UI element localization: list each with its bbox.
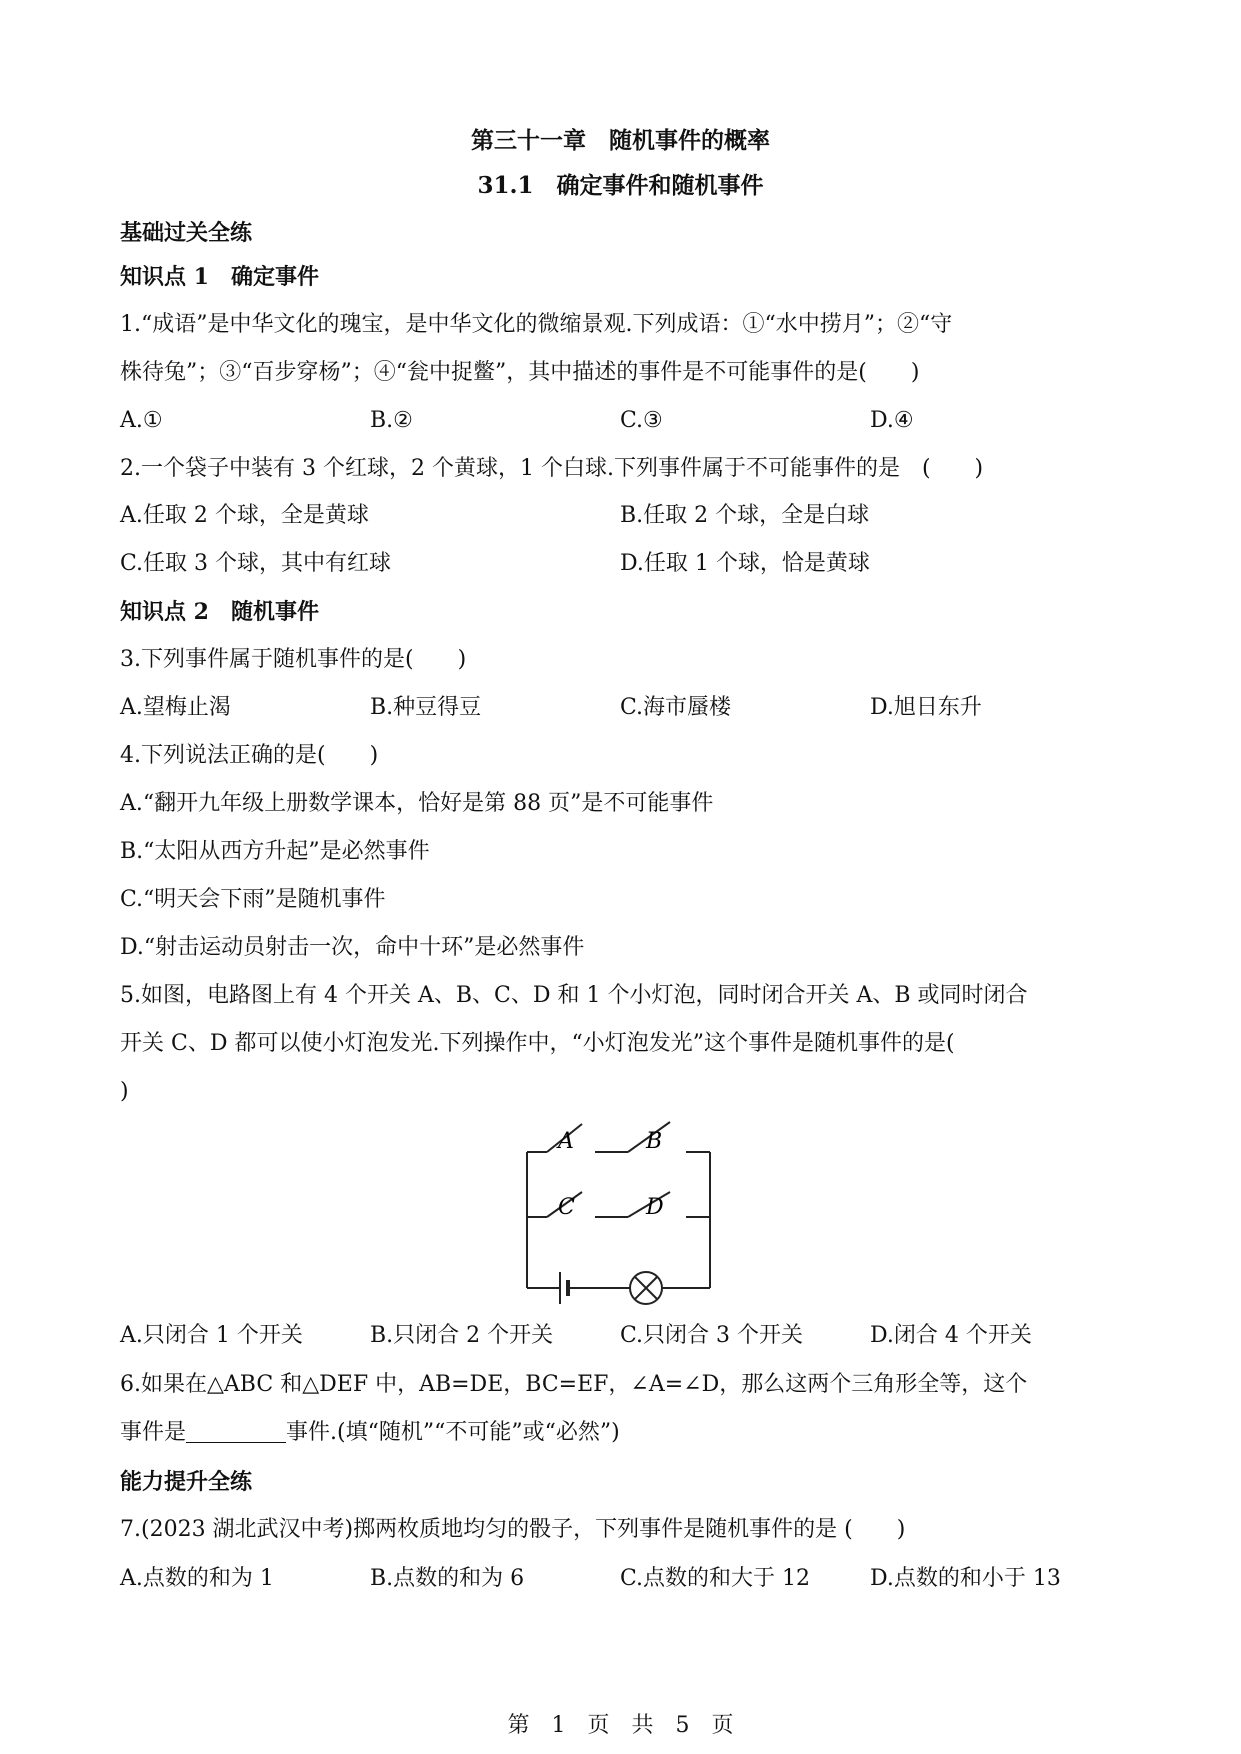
question-1-line-2: 株待兔”；③“百步穿杨”；④“瓮中捉鳖”，其中描述的事件是不可能事件的是( ): [120, 360, 920, 385]
q3-option-d: D.旭日东升: [870, 695, 982, 720]
q1-option-a: A.①: [120, 408, 163, 433]
switch-label-c: C: [558, 1195, 575, 1220]
q2-option-d: D.任取 1 个球，恰是黄球: [620, 551, 870, 576]
section-subtitle: 31.1 确定事件和随机事件: [477, 172, 764, 199]
q3-option-b: B.种豆得豆: [370, 695, 482, 720]
lamp-icon: [630, 1272, 662, 1304]
question-7-line-1: 7.(2023 湖北武汉中考)掷两枚质地均匀的骰子，下列事件是随机事件的是 ( ): [120, 1517, 906, 1542]
section-heading-advanced: 能力提升全练: [120, 1469, 253, 1495]
answer-blank[interactable]: [186, 1420, 286, 1443]
knowledge-point-1: 知识点 1 确定事件: [120, 264, 319, 290]
q2-option-a: A.任取 2 个球，全是黄球: [120, 503, 369, 528]
switch-label-b: B: [646, 1129, 663, 1154]
switch-label-a: A: [558, 1129, 574, 1154]
knowledge-point-2: 知识点 2 随机事件: [120, 599, 319, 625]
q3-option-a: A.望梅止渴: [120, 695, 231, 720]
question-6-line-1: 6.如果在△ABC 和△DEF 中，AB=DE，BC=EF，∠A=∠D，那么这两个三角形全等，这个: [120, 1372, 1028, 1397]
q7-option-b: B.点数的和为 6: [370, 1566, 525, 1591]
q5-option-a: A.只闭合 1 个开关: [120, 1323, 303, 1348]
switch-label-d: D: [646, 1195, 664, 1220]
q4-option-a: A.“翻开九年级上册数学课本，恰好是第 88 页”是不可能事件: [120, 791, 714, 816]
q5-option-b: B.只闭合 2 个开关: [370, 1323, 554, 1348]
q7-option-d: D.点数的和小于 13: [870, 1566, 1061, 1591]
q1-option-c: C.③: [620, 408, 663, 433]
question-6-line-2: [120, 1418, 620, 1448]
question-5-line-3: ): [120, 1079, 129, 1104]
chapter-title: 第三十一章 随机事件的概率: [471, 127, 770, 154]
q3-option-c: C.海市蜃楼: [620, 695, 732, 720]
q1-option-b: B.②: [370, 408, 413, 433]
question-2-line-1: 2.一个袋子中装有 3 个红球，2 个黄球，1 个白球.下列事件属于不可能事件的是 ( ): [120, 456, 984, 481]
question-5-line-1: 5.如图，电路图上有 4 个开关 A、B、C、D 和 1 个小灯泡，同时闭合开关 A、B 或同时闭合: [120, 983, 1028, 1008]
circuit-diagram: [510, 1110, 735, 1305]
q4-option-d: D.“射击运动员射击一次，命中十环”是必然事件: [120, 935, 585, 960]
question-4-line-1: 4.下列说法正确的是( ): [120, 743, 379, 768]
q5-option-c: C.只闭合 3 个开关: [620, 1323, 804, 1348]
section-heading-basic: 基础过关全练: [120, 220, 253, 246]
q4-option-c: C.“明天会下雨”是随机事件: [120, 887, 386, 912]
q7-option-c: C.点数的和大于 12: [620, 1566, 811, 1591]
q5-option-d: D.闭合 4 个开关: [870, 1323, 1032, 1348]
q1-option-d: D.④: [870, 408, 914, 433]
q2-option-b: B.任取 2 个球，全是白球: [620, 503, 870, 528]
q6-text-before-blank: 事件是: [120, 1420, 187, 1445]
question-3-line-1: 3.下列事件属于随机事件的是( ): [120, 647, 467, 672]
question-1-line-1: 1.“成语”是中华文化的瑰宝，是中华文化的微缩景观.下列成语：①“水中捞月”；②“守: [120, 312, 953, 337]
q2-option-c: C.任取 3 个球，其中有红球: [120, 551, 392, 576]
q6-text-after-blank: 事件.(填“随机”“不可能”或“必然”): [286, 1420, 620, 1445]
q4-option-b: B.“太阳从西方升起”是必然事件: [120, 839, 430, 864]
q7-option-a: A.点数的和为 1: [120, 1566, 274, 1591]
question-5-line-2: 开关 C、D 都可以使小灯泡发光.下列操作中，“小灯泡发光”这个事件是随机事件的是(: [120, 1031, 955, 1056]
page-footer: 第 1 页 共 5 页: [507, 1713, 734, 1738]
